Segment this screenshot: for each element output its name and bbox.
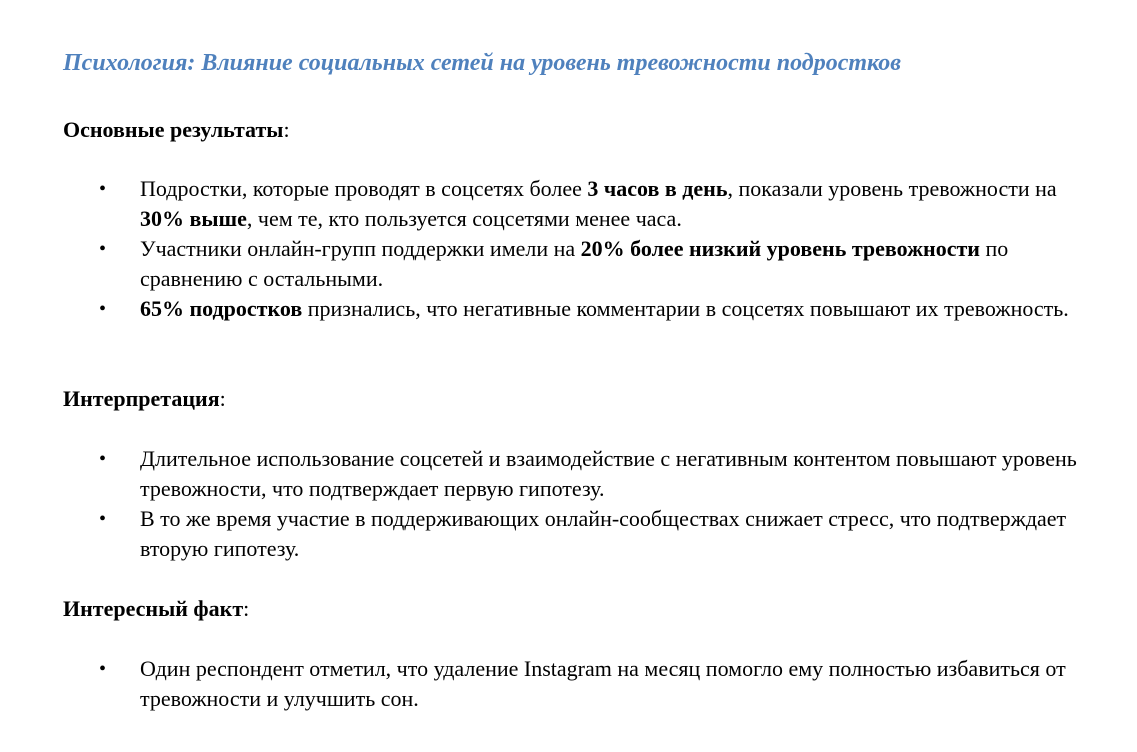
heading-colon: : (283, 117, 290, 142)
list-item (63, 174, 1103, 234)
section-heading-results-text: Основные результаты (63, 117, 284, 142)
item-text: В то же время участие в поддерживающих онлайн-сообществах снижает стресс, что подтверждает вторую гипотезу. (140, 506, 1067, 561)
bullet-icon: • (99, 238, 107, 260)
bullet-icon: • (99, 448, 107, 470)
item-text: признались, что негативные комментарии в соцсетях повышают их тревожность. (302, 296, 1069, 321)
fact-list (63, 654, 1103, 714)
item-bold-text: 30% выше (140, 206, 247, 231)
item-bold-text: 65% подростков (140, 296, 303, 321)
list-item (63, 234, 1103, 294)
document-title: Психология: Влияние социальных сетей на уровень тревожности подростков (63, 50, 901, 76)
interpretation-list (63, 444, 1103, 564)
heading-colon: : (243, 596, 250, 621)
item-bold-text: 3 часов в день (587, 176, 728, 201)
bullet-icon: • (99, 178, 107, 200)
section-heading-results (63, 115, 290, 145)
item-text: Подростки, которые проводят в соцсетях более (140, 176, 588, 201)
section-heading-interpretation (63, 384, 226, 414)
item-text: Участники онлайн-групп поддержки имели на (140, 236, 581, 261)
item-text: , чем те, кто пользуется соцсетями менее часа. (246, 206, 682, 231)
item-text: Длительное использование соцсетей и взаимодействие с негативным контентом повышают уровень тревожности, что подтверждает первую гипотезу. (140, 446, 1077, 501)
list-item (63, 444, 1103, 504)
list-item (63, 504, 1103, 564)
item-text: по сравнению с остальными. (140, 236, 1009, 291)
bullet-icon: • (99, 508, 107, 530)
section-heading-fact (63, 594, 249, 624)
item-text: , показали уровень тревожности на (727, 176, 1057, 201)
list-item (63, 294, 1103, 324)
bullet-icon: • (99, 298, 107, 320)
results-list (63, 174, 1103, 324)
section-heading-fact-text: Интересный факт (63, 596, 244, 621)
item-bold-text: 20% более низкий уровень тревожности (580, 236, 980, 261)
list-item (63, 654, 1103, 714)
heading-colon: : (219, 386, 226, 411)
section-heading-interpretation-text: Интерпретация (63, 386, 220, 411)
item-text: Один респондент отметил, что удаление Instagram на месяц помогло ему полностью избавиться от тревожности и улучшить сон. (140, 656, 1066, 711)
bullet-icon: • (99, 658, 107, 680)
